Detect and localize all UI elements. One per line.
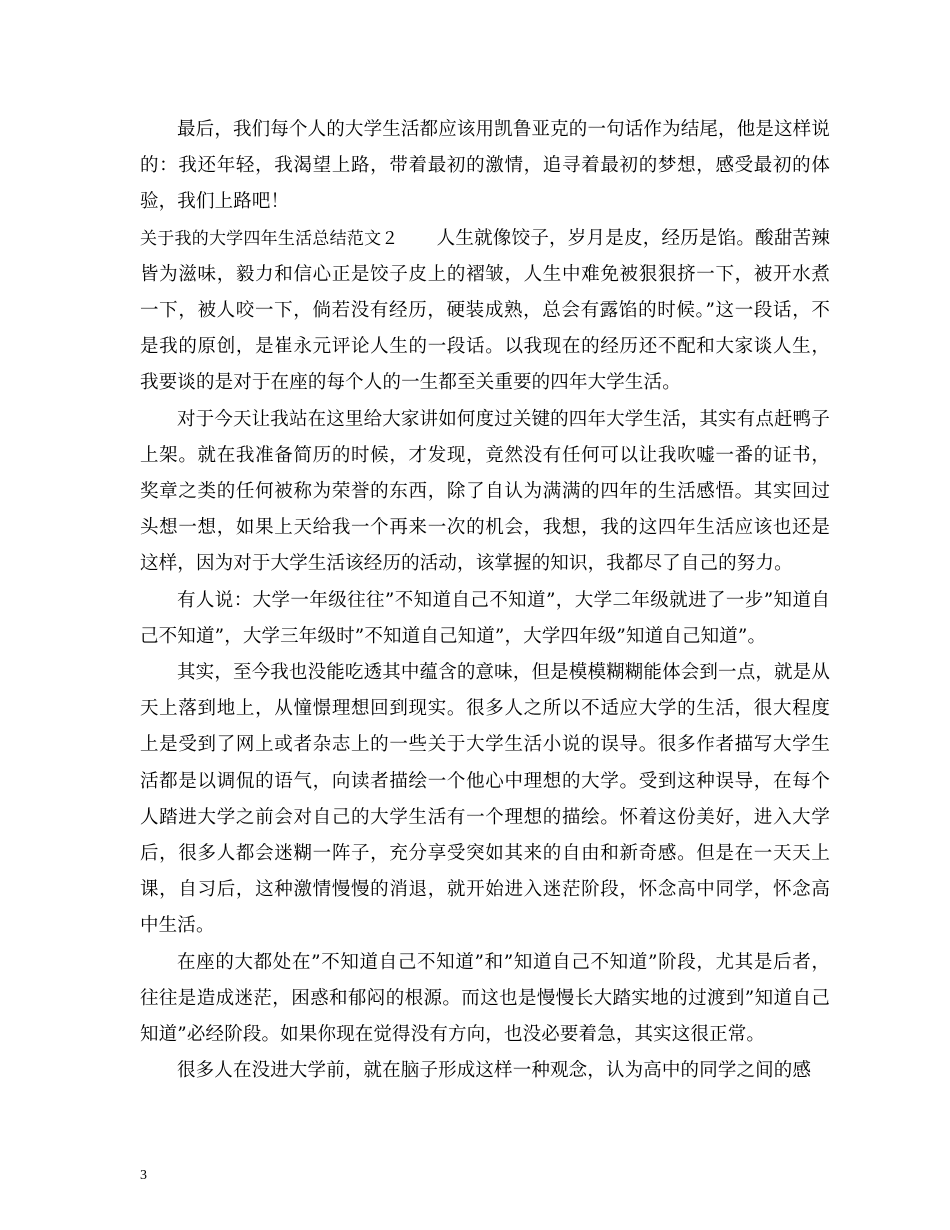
paragraph-confusion: 在座的大都处在”不知道自己不知道”和”知道自己不知道”阶段，尤其是后者，往往是造成迷茫，困惑和郁闷的根源。而这也是慢慢长大踏实地的过渡到”知道自己知道”必经阶段。如果你现在觉得没有方向，也没必要着急，其实这很正常。: [140, 951, 830, 1046]
section-paragraph: [140, 221, 830, 402]
paragraph-conclusion: 最后，我们每个人的大学生活都应该用凯鲁亚克的一句话作为结尾，他是这样说的：我还年轻，我渴望上路，带着最初的激情，追寻着最初的梦想，感受最初的体验，我们上路吧！: [140, 119, 830, 213]
paragraph-classmates: 很多人在没进大学前，就在脑子形成这样一种观念，认为高中的同学之间的感: [177, 1060, 812, 1082]
section-heading: 关于我的大学四年生活总结范文２: [140, 228, 399, 249]
section-intro-text: 人生就像饺子，岁月是皮，经历是馅。酸甜苦辣皆为滋味，毅力和信心正是饺子皮上的褶皱，人生中难免被狠狠挤一下，被开水煮一下，被人咬一下，倘若没有经历，硬装成熟，总会有露馅的时候。”这一段话，不是我的原创，是崔永元评论人生的一段话。以我现在的经历还不配和大家谈人生，我要谈的是对于在座的每个人的一生都至关重要的四年大学生活。: [140, 227, 831, 394]
paragraph-speech-intro: 对于今天让我站在这里给大家讲如何度过关键的四年大学生活，其实有点赶鸭子上架。就在我准备简历的时候，才发现，竟然没有任何可以让我吹嘘一番的证书，奖章之类的任何被称为荣誉的东西，除了自认为满满的四年的生活感悟。其实回过头想一想，如果上天给我一个再来一次的机会，我想，我的这四年生活应该也还是这样，因为对于大学生活该经历的活动，该掌握的知识，我都尽了自己的努力。: [140, 408, 830, 575]
document-body: [140, 112, 830, 1089]
page-number: 3: [140, 1168, 147, 1183]
paragraph-reality: 其实，至今我也没能吃透其中蕴含的意味，但是模模糊糊能体会到一点，就是从天上落到地上，从憧憬理想回到现实。很多人之所以不适应大学的生活，很大程度上是受到了网上或者杂志上的一些关于大学生活小说的误导。很多作者描写大学生活都是以调侃的语气，向读者描绘一个他心中理想的大学。受到这种误导，在每个人踏进大学之前会对自己的大学生活有一个理想的描绘。怀着这份美好，进入大学后，很多人都会迷糊一阵子，充分享受突如其来的自由和新奇感。但是在一天天上课，自习后，这种激情慢慢的消退，就开始进入迷茫阶段，怀念高中同学，怀念高中生活。: [140, 662, 830, 937]
paragraph-four-stages: 有人说：大学一年级往往”不知道自己不知道”，大学二年级就进了一步”知道自己不知道”，大学三年级时”不知道自己知道”，大学四年级”知道自己知道”。: [140, 589, 830, 647]
